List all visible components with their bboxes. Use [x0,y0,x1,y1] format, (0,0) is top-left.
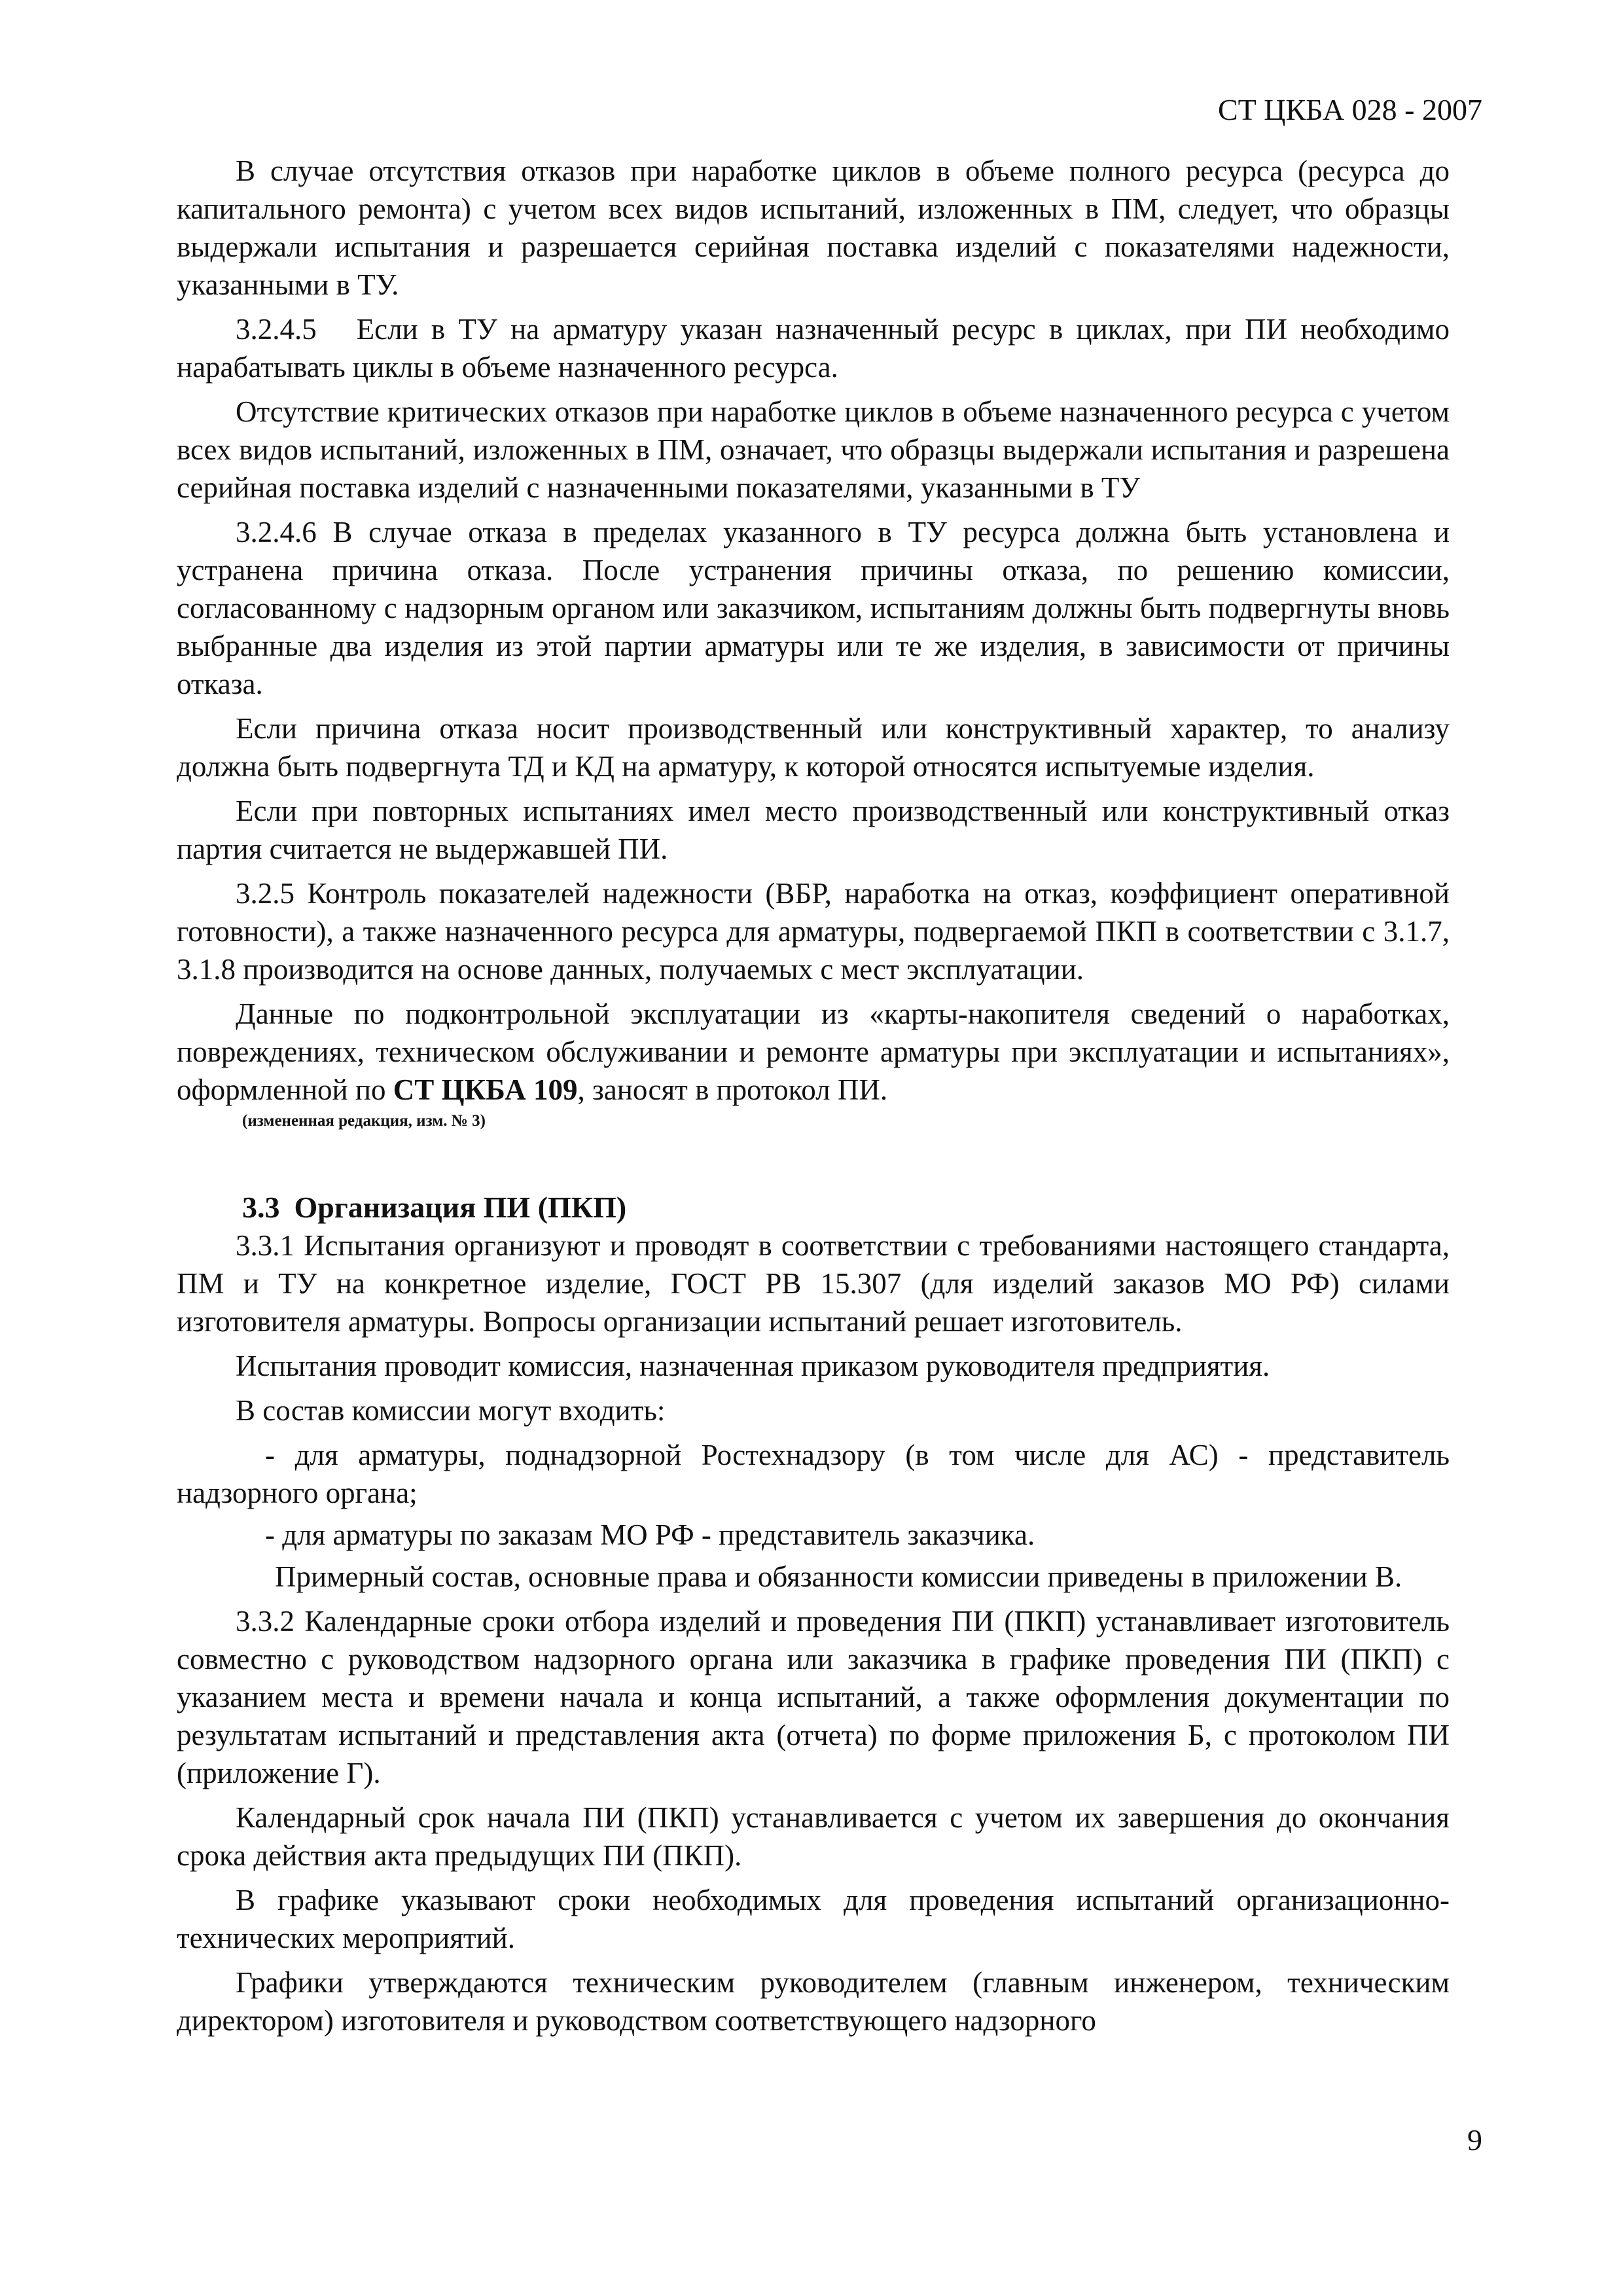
section-number: 3.3 [242,1191,280,1224]
page-number: 9 [1467,2123,1482,2157]
section-title: Организация ПИ (ПКП) [294,1191,627,1224]
clause-number: 3.2.5 [236,877,294,910]
revision-note: (измененная редакция, изм. № 3) [242,1112,486,1130]
paragraph-text: , заносят в протокол ПИ. [577,1073,888,1106]
clause-number: 3.2.4.5 [236,313,317,346]
clause-3-2-5 [177,874,1450,988]
paragraph: В состав комиссии могут входить: [236,1394,666,1427]
clause-3-3-2 [177,1602,1450,1792]
paragraph: Календарный срок начала ПИ (ПКП) устанавливается с учетом их завершения до окончания срока действия акта предыдущих ПИ (ПКП). [177,1801,1450,1872]
clause-number: 3.3.2 [236,1605,294,1638]
page-content [177,152,1450,2046]
paragraph: Если причина отказа носит производственный или конструктивный характер, то анализу должна быть подвергнута ТД и КД на арматуру, к которой относятся испытуемые изделия. [177,712,1450,783]
list-item: - для арматуры по заказам МО РФ - представитель заказчика. [265,1518,1035,1551]
list-item: - для арматуры, поднадзорной Ростехнадзору (в том числе для АС) - представитель надзорного органа; [177,1439,1450,1509]
paragraph: В графике указывают сроки необходимых для проведения испытаний организационно-технических мероприятий. [177,1884,1450,1954]
clause-number: 3.2.4.6 [236,516,317,548]
standard-reference: СТ ЦКБА 109 [393,1073,578,1106]
clause-text: Контроль показателей надежности (ВБР, наработка на отказ, коэффициент оперативной готовности), а также назначенного ресурса для арматуры, подвергаемой ПКП в соответствии с 3.1.7, 3.1.8 производится на основе данных, получаемых с мест эксплуатации. [177,877,1450,986]
paragraph-text: Данные по подконтрольной эксплуатации из «карты-накопителя сведений о наработках, повреждениях, техническом обслуживании и ремонте арматуры при эксплуатации и испытаниях», оформленной по [177,997,1450,1106]
clause-text: Календарные сроки отбора изделий и проведения ПИ (ПКП) устанавливает изготовитель совместно с руководством надзорного органа или заказчика в графике проведения ПИ (ПКП) с указанием места и времени начала и конца испытаний, а также оформления документации по результатам испытаний и представления акта (отчета) по форме приложения Б, с протоколом ПИ (приложение Г). [177,1605,1450,1789]
clause-text: В случае отказа в пределах указанного в ТУ ресурса должна быть установлена и устранена причина отказа. После устранения причины отказа, по решению комиссии, согласованному с надзорным органом или заказчиком, испытаниям должны быть подвергнуты вновь выбранные два изделия из этой партии арматуры или те же изделия, в зависимости от причины отказа. [177,516,1450,700]
clause-3-3-1 [177,1227,1450,1340]
paragraph: Если при повторных испытаниях имел место производственный или конструктивный отказ партия считается не выдержавшей ПИ. [177,795,1450,865]
clause-3-2-4-6 [177,513,1450,703]
clause-3-2-4-5 [177,310,1450,386]
section-heading [242,1189,1450,1227]
clause-text: Если в ТУ на арматуру указан назначенный ресурс в циклах, при ПИ необходимо нарабатывать циклы в объеме назначенного ресурса. [177,313,1450,384]
clause-number: 3.3.1 [236,1229,294,1262]
clause-text: Испытания организуют и проводят в соответствии с требованиями настоящего стандарта, ПМ и ТУ на конкретное изделие, ГОСТ РВ 15.307 (для изделий заказов МО РФ) силами изготовителя арматуры. Вопросы организации испытаний решает изготовитель. [177,1229,1450,1338]
paragraph [177,995,1450,1109]
paragraph: Примерный состав, основные права и обязанности комиссии приведены в приложении В. [275,1560,1402,1593]
document-code-header: СТ ЦКБА 028 - 2007 [1217,93,1482,126]
paragraph: Отсутствие критических отказов при наработке циклов в объеме назначенного ресурса с учетом всех видов испытаний, изложенных в ПМ, означает, что образцы выдержали испытания и разрешена серийная поставка изделий с назначенными показателями, указанными в ТУ [177,395,1450,504]
paragraph: Графики утверждаются техническим руководителем (главным инженером, техническим директором) изготовителя и руководством соответствующего надзорного [177,1966,1450,2037]
paragraph: В случае отсутствия отказов при наработке циклов в объеме полного ресурса (ресурса до капитального ремонта) с учетом всех видов испытаний, изложенных в ПМ, следует, что образцы выдержали испытания и разрешается серийная поставка изделий с показателями надежности, указанными в ТУ. [177,154,1450,301]
paragraph: Испытания проводит комиссия, назначенная приказом руководителя предприятия. [236,1350,1270,1382]
